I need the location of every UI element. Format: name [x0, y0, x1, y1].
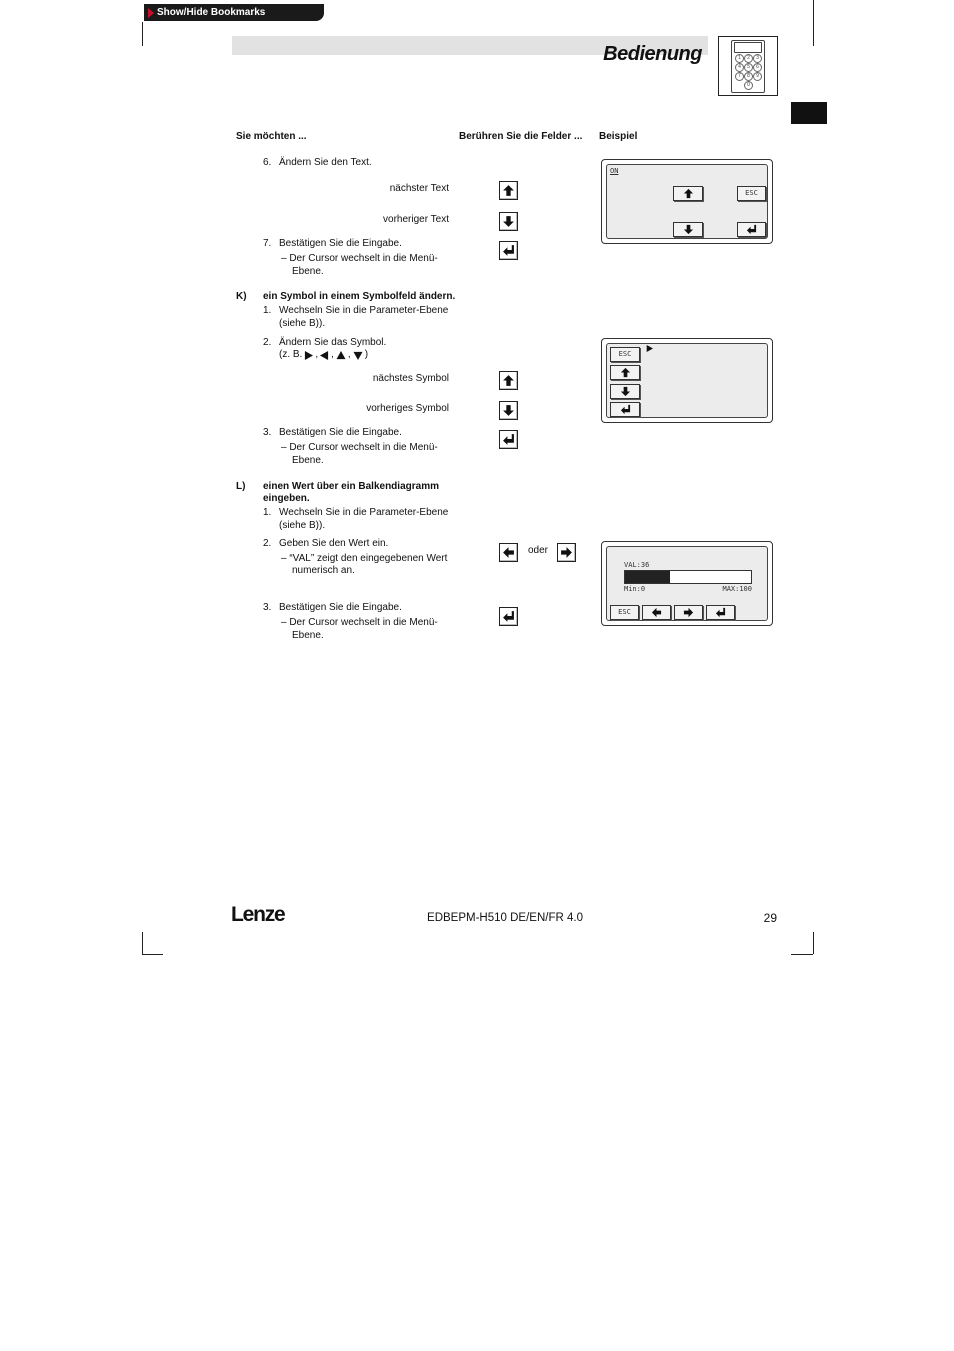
arrow-left-icon — [502, 546, 515, 559]
step-number: 2. — [263, 538, 272, 549]
step-number: 1. — [263, 507, 272, 518]
enter-icon — [715, 607, 726, 618]
symbol-separator: , — [347, 349, 351, 360]
page-number: 29 — [763, 911, 777, 925]
down-arrow-key[interactable] — [499, 212, 518, 231]
step-text: Wechseln Sie in die Parameter-Ebene — [279, 305, 449, 316]
step-number: 3. — [263, 602, 272, 613]
symbol-prefix: (z. B. — [279, 349, 303, 360]
display-up-button — [610, 365, 640, 380]
up-arrow-key[interactable] — [499, 371, 518, 390]
prev-text-label: vorheriger Text — [383, 214, 449, 225]
bookmark-label: Show/Hide Bookmarks — [157, 7, 266, 18]
arrow-down-icon — [502, 215, 515, 228]
chapter-marker — [791, 102, 827, 124]
step-subtext: Ebene. — [292, 630, 324, 641]
keypad-key: 2 — [744, 54, 753, 63]
example-display-symbol — [601, 338, 773, 423]
step-text: Bestätigen Sie die Eingabe. — [279, 238, 402, 249]
step-number: 2. — [263, 337, 272, 348]
lenze-logo: Lenze — [231, 903, 285, 926]
step-text: Wechseln Sie in die Parameter-Ebene — [279, 507, 449, 518]
step-text: Ändern Sie das Symbol. — [279, 337, 387, 348]
triangle-down-icon — [353, 351, 363, 360]
display-down-button — [610, 384, 640, 399]
step-text: Bestätigen Sie die Eingabe. — [279, 427, 402, 438]
step-subtext: Ebene. — [292, 455, 324, 466]
display-esc-button: ESC — [610, 605, 639, 620]
keypad-key: 7 — [735, 72, 744, 81]
crop-mark — [142, 932, 143, 954]
arrow-up-icon — [683, 188, 694, 199]
column-header-goal: Sie möchten ... — [236, 131, 307, 142]
arrow-right-icon — [560, 546, 573, 559]
enter-key[interactable] — [499, 607, 518, 626]
display-enter-button — [737, 222, 766, 237]
section-letter: K) — [236, 291, 247, 302]
keypad-key: 0 — [744, 81, 753, 90]
step-text: (siehe B)). — [279, 520, 326, 531]
step-text: Bestätigen Sie die Eingabe. — [279, 602, 402, 613]
example-display-text — [601, 159, 773, 244]
enter-key[interactable] — [499, 241, 518, 260]
arrow-right-icon — [683, 607, 694, 618]
column-header-example: Beispiel — [599, 131, 638, 142]
section-title: eingeben. — [263, 493, 310, 504]
enter-icon — [502, 433, 515, 446]
step-number: 1. — [263, 305, 272, 316]
step-number: 6. — [263, 157, 272, 168]
arrow-up-icon — [502, 184, 515, 197]
symbol-separator: , — [315, 349, 319, 360]
step-text: (siehe B)). — [279, 318, 326, 329]
keypad-key: 3 — [753, 54, 762, 63]
max-label: MAX:100 — [722, 585, 752, 593]
keypad-key: 6 — [753, 63, 762, 72]
left-arrow-key[interactable] — [499, 543, 518, 562]
example-display-bargraph — [601, 541, 773, 626]
up-arrow-key[interactable] — [499, 181, 518, 200]
triangle-right-icon — [646, 345, 653, 352]
display-left-button — [642, 605, 671, 620]
step-text: Geben Sie den Wert ein. — [279, 538, 389, 549]
crop-mark — [791, 954, 813, 955]
section-letter: L) — [236, 481, 246, 492]
value-readout: VAL:36 — [624, 561, 650, 569]
section-title: ein Symbol in einem Symbolfeld ändern. — [263, 291, 456, 302]
down-arrow-key[interactable] — [499, 401, 518, 420]
step-number: 7. — [263, 238, 272, 249]
step-text: Ändern Sie den Text. — [279, 157, 372, 168]
prev-symbol-label: vorheriges Symbol — [366, 403, 449, 414]
crop-mark — [142, 954, 163, 955]
keypad-key: 4 — [735, 63, 744, 72]
display-esc-button: ESC — [737, 186, 766, 201]
arrow-up-icon — [620, 367, 631, 378]
keypad-key: 9 — [753, 72, 762, 81]
keypad-key: 5 — [744, 63, 753, 72]
crop-mark — [813, 0, 814, 46]
right-arrow-key[interactable] — [557, 543, 576, 562]
display-esc-button: ESC — [610, 347, 640, 362]
bar-track — [624, 570, 752, 584]
display-down-button — [673, 222, 703, 237]
symbol-suffix: ) — [364, 349, 369, 360]
enter-icon — [620, 404, 631, 415]
keypad-key: 8 — [744, 72, 753, 81]
step-subtext: – Der Cursor wechselt in die Menü- — [281, 253, 438, 264]
crop-mark — [813, 932, 814, 954]
display-enter-button — [706, 605, 735, 620]
next-symbol-label: nächstes Symbol — [372, 373, 449, 384]
min-label: Min:0 — [624, 585, 646, 593]
on-label: ON — [610, 167, 619, 175]
show-hide-bookmarks-button[interactable] — [144, 4, 324, 21]
arrow-left-icon — [651, 607, 662, 618]
document-id: EDBEPM-H510 DE/EN/FR 4.0 — [427, 912, 583, 924]
step-subtext: – “VAL” zeigt den eingegebenen Wert — [281, 553, 448, 564]
keypad-device-icon — [718, 36, 778, 96]
display-right-button — [674, 605, 703, 620]
next-text-label: nächster Text — [389, 183, 449, 194]
symbol-examples — [279, 349, 368, 361]
or-label: oder — [528, 545, 549, 556]
enter-key[interactable] — [499, 430, 518, 449]
step-subtext: numerisch an. — [292, 565, 355, 576]
arrow-up-icon — [502, 374, 515, 387]
arrow-down-icon — [683, 224, 694, 235]
triangle-left-icon — [320, 351, 329, 360]
bookmark-arrow-icon — [148, 8, 154, 18]
section-title: einen Wert über ein Balkendiagramm — [263, 481, 439, 492]
symbol-separator: , — [331, 349, 334, 360]
enter-icon — [502, 610, 515, 623]
arrow-down-icon — [620, 386, 631, 397]
arrow-down-icon — [502, 404, 515, 417]
page-title: Bedienung — [603, 43, 702, 65]
triangle-up-icon — [336, 351, 346, 360]
crop-mark — [142, 22, 143, 46]
keypad-key: 1 — [735, 54, 744, 63]
enter-icon — [746, 224, 757, 235]
triangle-right-icon — [304, 351, 313, 360]
step-subtext: – Der Cursor wechselt in die Menü- — [281, 442, 438, 453]
step-subtext: Ebene. — [292, 266, 324, 277]
enter-icon — [502, 244, 515, 257]
column-header-touch: Berühren Sie die Felder ... — [459, 131, 583, 142]
display-enter-button — [610, 402, 640, 417]
bar-fill — [625, 571, 670, 583]
step-subtext: – Der Cursor wechselt in die Menü- — [281, 617, 438, 628]
step-number: 3. — [263, 427, 272, 438]
display-up-button — [673, 186, 703, 201]
